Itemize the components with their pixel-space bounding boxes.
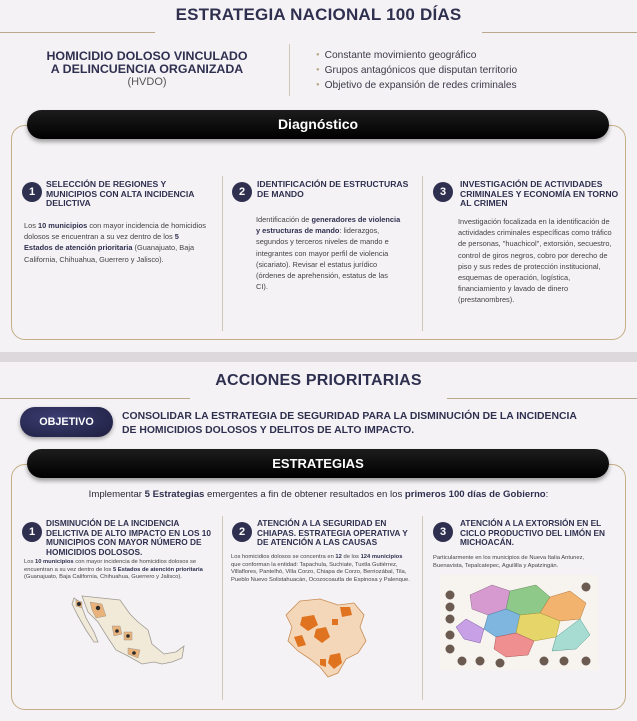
title-rule-left <box>0 32 155 33</box>
chiapas-map-image <box>280 597 370 679</box>
profile-photo <box>446 603 455 612</box>
municipality-marker <box>115 629 119 633</box>
municipality-marker <box>77 602 81 606</box>
estrategia-col-3-body: Particularmente en los municipios de Nueva Italia Antunez, Buenavista, Tepalcatepec, Aguililla y Apatzingán. <box>433 555 585 569</box>
acciones-panel <box>0 362 637 721</box>
title-rule-right <box>447 398 637 399</box>
michoacan-map-image <box>440 575 598 670</box>
objetivo-text <box>122 410 627 437</box>
estrategias-header: ESTRATEGIAS <box>27 449 609 478</box>
page-title: ESTRATEGIA NACIONAL 100 DÍAS <box>175 5 462 24</box>
profile-photo <box>496 659 505 668</box>
column-divider <box>222 176 223 331</box>
step-number-2: 2 <box>232 182 252 202</box>
column-divider <box>222 516 223 700</box>
hvdo-block <box>22 50 272 89</box>
hvdo-divider <box>289 44 290 96</box>
section-separator <box>0 352 637 362</box>
diagnostico-col-1-body: Los 10 municipios con mayor incidencia de homicidios dolosos se encuentran a su vez dentro de los 5 Estados de atención prioritaria (Guanajuato, Baja California, Chihuahua, Guerrero y Jalisco). <box>24 221 207 264</box>
profile-photo <box>560 657 569 666</box>
hvdo-line-2: A DELINCUENCIA ORGANIZADA <box>50 62 244 76</box>
hvdo-bullets <box>316 49 616 94</box>
step-number-3: 3 <box>433 522 453 542</box>
municipality-marker <box>96 606 100 610</box>
estrategia-col-1-heading: DISMINUCIÓN DE LA INCIDENCIA DELICTIVA DE ALTO IMPACTO EN LOS 10 MUNICIPIOS CON MAYOR NÚMERO DE HOMICIDIOS DOLOSOS. <box>46 518 212 557</box>
municipality-marker <box>126 634 130 638</box>
step-number-1: 1 <box>22 182 42 202</box>
estrategia-col-2-heading: ATENCIÓN A LA SEGURIDAD EN CHIAPAS. ESTRATEGIA OPERATIVA Y DE ATENCIÓN A LAS CAUSAS <box>257 518 408 547</box>
profile-photo <box>446 591 455 600</box>
diagnostico-col-1-heading: SELECCIÓN DE REGIONES Y MUNICIPIOS CON ALTA INCIDENCIA DELICTIVA <box>46 179 195 208</box>
profile-photo <box>446 645 455 654</box>
objetivo-text-line-2: DE HOMICIDIOS DOLOSOS Y DELITOS DE ALTO IMPACTO. <box>122 424 415 436</box>
section-title: ACCIONES PRIORITARIAS <box>215 372 422 389</box>
diagnostico-panel <box>0 0 637 352</box>
column-divider <box>422 176 423 331</box>
profile-photo <box>540 657 549 666</box>
diagnostico-col-2-heading: IDENTIFICACIÓN DE ESTRUCTURAS DE MANDO <box>257 179 409 199</box>
estrategia-col-1-body: Los 10 municipios con mayor incidencia de homicidios dolosos se encuentran a su vez dentro de los 5 Estados de atención prioritaria (Guanajuato, Baja California, Chihuahua, Guerrero y Jalisco). <box>24 559 203 581</box>
hvdo-line-1: HOMICIDIO DOLOSO VINCULADO <box>46 49 248 63</box>
estrategias-intro: Implementar 5 Estrategias emergentes a fin de obtener resultados en los primeros 100 días de Gobierno: <box>88 489 549 500</box>
objetivo-badge: OBJETIVO <box>20 407 113 437</box>
step-number-2: 2 <box>232 522 252 542</box>
title-rule-left <box>0 398 190 399</box>
bullet-item: ● Grupos antagónicos que disputan territorio <box>316 64 616 79</box>
profile-photo <box>582 583 591 592</box>
column-divider <box>422 516 423 700</box>
chiapas-municipality <box>332 619 338 625</box>
diagnostico-header: Diagnóstico <box>27 110 609 139</box>
estrategia-col-3-heading: ATENCIÓN A LA EXTORSIÓN EN EL CICLO PRODUCTIVO DEL LIMÓN EN MICHOACÁN. <box>460 518 606 547</box>
mexico-map-image <box>68 592 190 676</box>
profile-photo <box>458 657 467 666</box>
diagnostico-col-3-body: Investigación focalizada en la identificación de actividades criminales específicas como tráfico de personas, "huachicol", extorsión, secuestro, control de giros negros, cobro por derecho de piso y sus redes de protección institucional, esquemas de operación, logística, financiamiento y lavado de dinero (prestanombres). <box>458 217 612 305</box>
bullet-item: ● Constante movimiento geográfico <box>316 49 616 64</box>
title-rule-right <box>482 32 637 33</box>
profile-photo <box>446 615 455 624</box>
bullet-item: ● Objetivo de expansión de redes criminales <box>316 79 616 94</box>
step-number-3: 3 <box>433 182 453 202</box>
municipality-marker <box>132 651 136 655</box>
profile-photo <box>582 657 591 666</box>
diagnostico-col-3-heading: INVESTIGACIÓN DE ACTIVIDADES CRIMINALES Y ECONOMÍA EN TORNO AL CRIMEN <box>460 179 619 208</box>
step-number-1: 1 <box>22 522 42 542</box>
estrategia-col-2-body: Los homicidios dolosos se concentra en 12 de los 124 municipios que conforman la entidad: Tapachula, Suchiate, Tuxtla Gutiérrez, Villaflores, Pantelhó, Villa Corzo, Chiapa de Corzo, Berriozábal, Tila, Pueblo Nuevo Solistahuacán, Ocozocoautla de Espinosa y Palenque. <box>231 554 410 583</box>
objetivo-text-line-1: CONSOLIDAR LA ESTRATEGIA DE SEGURIDAD PARA LA DISMINUCIÓN DE LA INCIDENCIA <box>122 411 577 422</box>
diagnostico-col-2-body: Identificación de generadores de violencia y estructuras de mando: liderazgos, segundos y terceros niveles de mando e integrantes con mayor perfil de violencia (sicariato). Revisar el estatus jurídico (órdenes de aprehensión, estatus de las CI). <box>256 215 401 292</box>
hvdo-abbr: (HVDO) <box>127 76 167 88</box>
profile-photo <box>476 657 485 666</box>
profile-photo <box>446 631 455 640</box>
